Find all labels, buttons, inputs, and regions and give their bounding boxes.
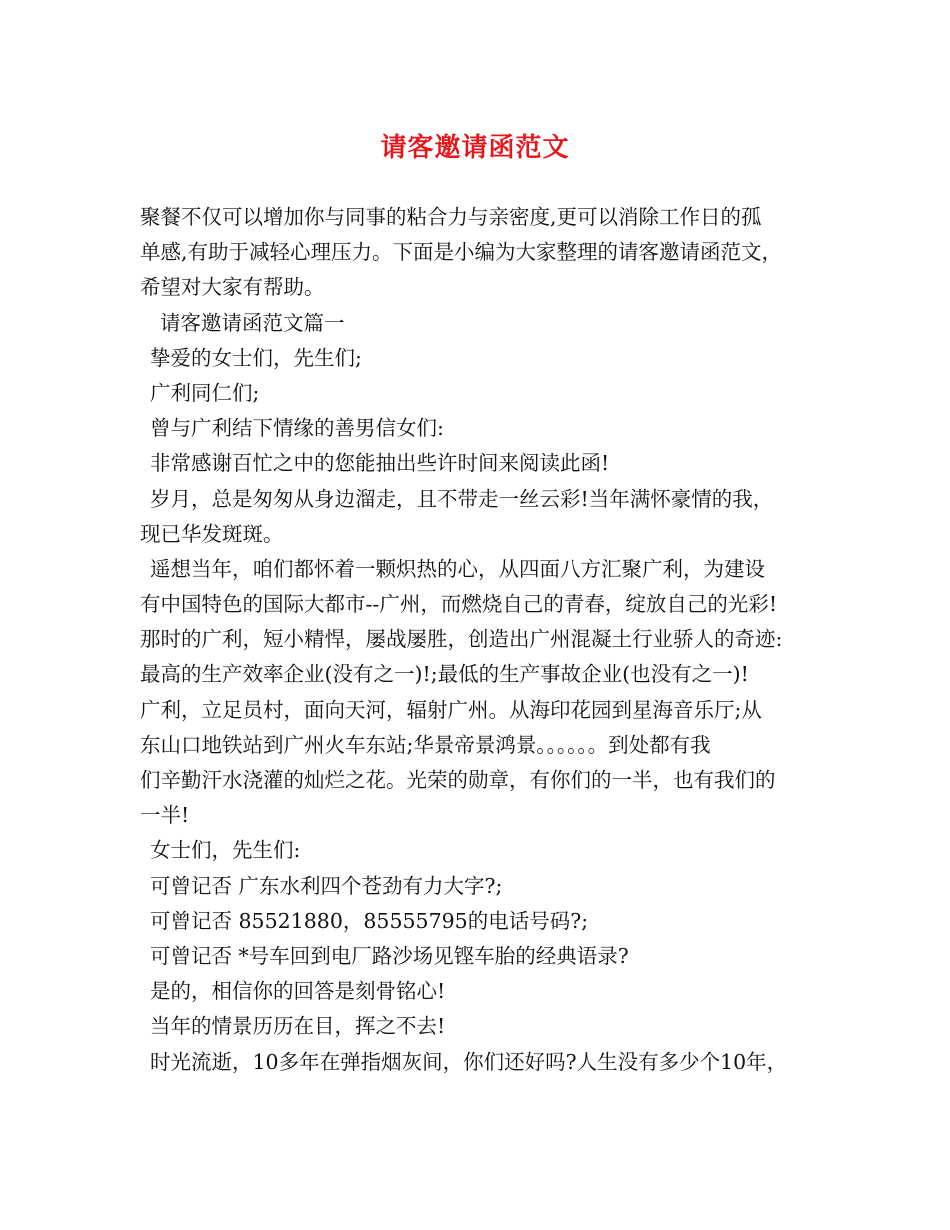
document-body <box>140 200 830 1080</box>
paragraph-line: 广利同仁们; <box>150 380 260 405</box>
paragraph-line: 女士们，先生们: <box>150 838 301 863</box>
paragraph-line: 们辛勤汗水浇灌的灿烂之花。光荣的勋章，有你们的一半，也有我们的 <box>140 768 776 792</box>
paragraph-line: 岁月，总是匆匆从身边溜走，且不带走一丝云彩!当年满怀豪情的我， <box>150 486 774 511</box>
paragraph-line: 广利，立足员村，面向天河，辐射广州。从海印花园到星海音乐厅;从 <box>140 697 762 722</box>
paragraph-line: 一半! <box>140 803 190 828</box>
paragraph-line: 请客邀请函范文篇一 <box>160 310 345 335</box>
paragraph-line: 挚爱的女士们，先生们; <box>150 345 362 370</box>
paragraph-line: 希望对大家有帮助。 <box>140 275 325 300</box>
paragraph-line: 那时的广利，短小精悍，屡战屡胜，创造出广州混凝土行业骄人的奇迹: <box>140 627 783 652</box>
paragraph-line: 最高的生产效率企业(没有之一)!;最低的生产事故企业(也没有之一)! <box>140 662 749 687</box>
paragraph-line: 曾与广利结下情缘的善男信女们: <box>150 416 444 441</box>
paragraph-line: 东山口地铁站到广州火车东站;华景帝景鸿景。。。。。。到处都有我 <box>140 732 711 757</box>
paragraph-line: 现已华发斑斑。 <box>140 521 284 546</box>
paragraph-line: 可曾记否 *号车回到电厂路沙场见铿车胎的经典语录? <box>150 943 629 968</box>
paragraph-line: 有中国特色的国际大都市--广州，而燃烧自己的青春，绽放自己的光彩! <box>140 592 778 617</box>
paragraph-line: 可曾记否 广东水利四个苍劲有力大字?; <box>150 873 503 898</box>
paragraph-line: 单感,有助于减轻心理压力。下面是小编为大家整理的请客邀请函范文， <box>140 240 783 265</box>
paragraph-line: 可曾记否 85521880，85555795的电话号码?; <box>150 908 589 933</box>
paragraph-line: 当年的情景历历在目，挥之不去! <box>150 1014 446 1039</box>
paragraph-line: 时光流逝，10多年在弹指烟灰间，你们还好吗?人生没有多少个10年， <box>150 1049 788 1074</box>
paragraph-line: 聚餐不仅可以增加你与同事的粘合力与亲密度,更可以消除工作日的孤 <box>140 205 762 229</box>
document-title: 请客邀请函范文 <box>380 133 570 163</box>
paragraph-line: 是的，相信你的回答是刻骨铭心! <box>150 979 446 1004</box>
paragraph-line: 遥想当年，咱们都怀着一颗炽热的心，从四面八方汇聚广利，为建设 <box>150 556 765 581</box>
paragraph-line: 非常感谢百忙之中的您能抽出些许时间来阅读此函! <box>150 451 610 476</box>
